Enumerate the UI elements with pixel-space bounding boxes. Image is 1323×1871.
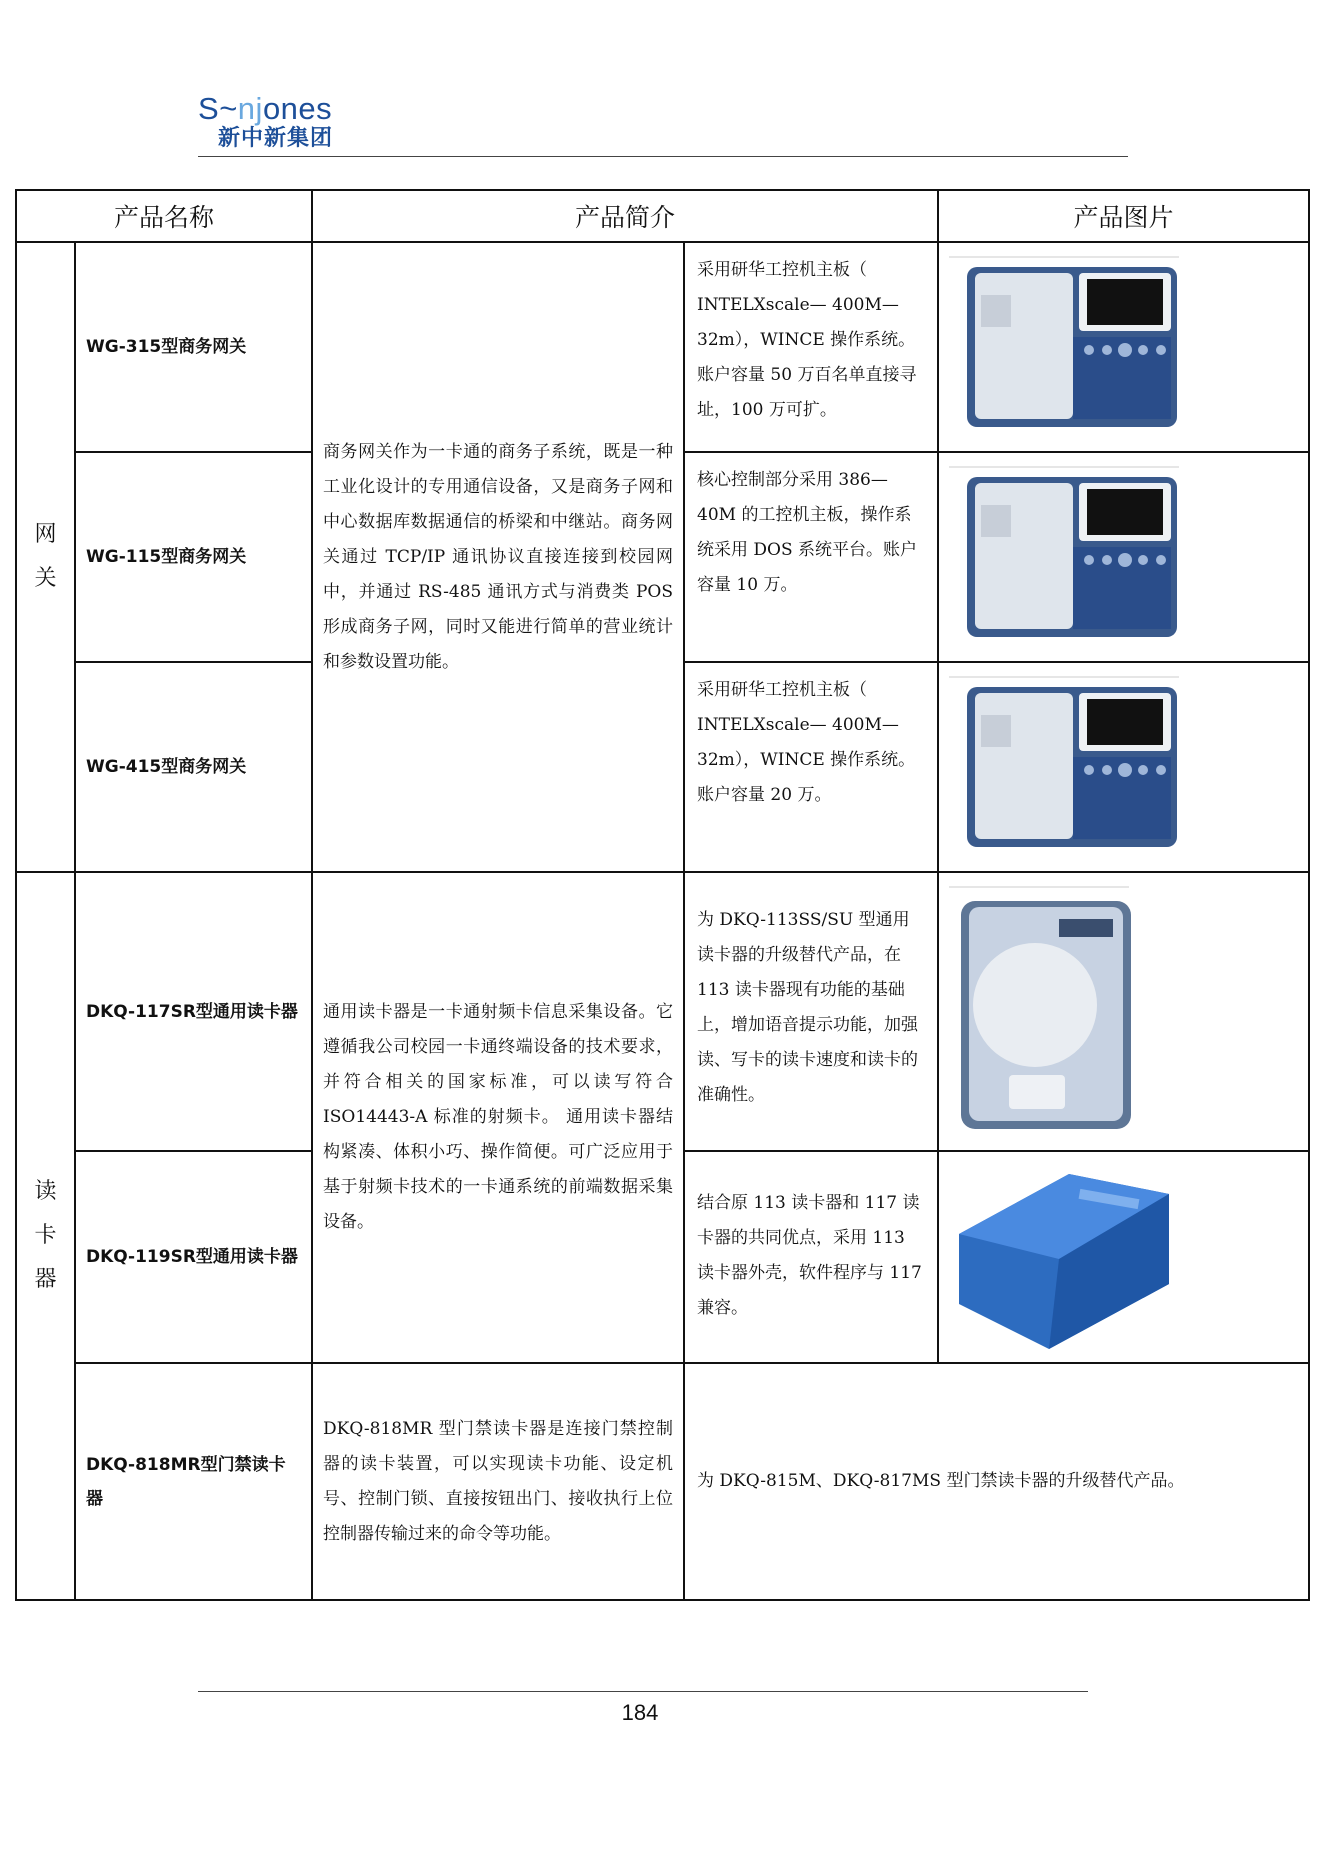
table-row — [16, 872, 1309, 1151]
product-image — [938, 662, 1309, 872]
gateway-device-icon — [949, 465, 1179, 645]
product-spec: 为 DKQ-815M、DKQ-817MS 型门禁读卡器的升级替代产品。 — [684, 1363, 1309, 1600]
group-description: 通用读卡器是一卡通射频卡信息采集设备。它遵循我公司校园一卡通终端设备的技术要求，并符合相关的国家标准，可以读写符合 ISO14443-A 标准的射频卡。 通用读卡器结构紧凑、体积小巧、操作简便。可广泛应用于基于射频卡技术的一卡通系统的前端数据采集设备。 — [312, 872, 684, 1363]
page-number: 184 — [621, 1700, 659, 1725]
product-name: WG-115型商务网关 — [75, 452, 312, 662]
product-spec: 结合原 113 读卡器和 117 读卡器的共同优点，采用 113 读卡器外壳，软件程序与 117 兼容。 — [684, 1151, 938, 1363]
category-card-reader: 读 卡 器 — [16, 872, 75, 1600]
product-spec: 为 DKQ-113SS/SU 型通用读卡器的升级替代产品，在 113 读卡器现有功能的基础上，增加语音提示功能，加强读、写卡的读卡速度和读卡的准确性。 — [684, 872, 938, 1151]
card-reader-flat-icon — [949, 1164, 1179, 1354]
gateway-device-icon — [949, 675, 1179, 855]
product-image — [938, 242, 1309, 452]
category-gateway: 网 关 — [16, 242, 75, 872]
table-row — [16, 1363, 1309, 1600]
gateway-device-icon — [949, 255, 1179, 435]
footer-divider — [198, 1691, 1088, 1692]
product-spec: 核心控制部分采用 386—40M 的工控机主板，操作系统采用 DOS 系统平台。账户容量 10 万。 — [684, 452, 938, 662]
product-image — [938, 872, 1309, 1151]
product-name: DKQ-117SR型通用读卡器 — [75, 872, 312, 1151]
logo-english: S~njones — [198, 91, 333, 126]
product-name: DKQ-119SR型通用读卡器 — [75, 1151, 312, 1363]
product-table — [15, 189, 1310, 1601]
product-spec: 采用研华工控机主板（ INTELXscale— 400M—32m），WINCE 操作系统。账户容量 50 万百名单直接寻址，100 万可扩。 — [684, 242, 938, 452]
product-name: DKQ-818MR型门禁读卡器 — [75, 1363, 312, 1600]
product-image — [938, 452, 1309, 662]
product-name: WG-415型商务网关 — [75, 662, 312, 872]
product-description: DKQ-818MR 型门禁读卡器是连接门禁控制器的读卡装置，可以实现读卡功能、设定机号、控制门锁、直接按钮出门、接收执行上位控制器传输过来的命令等功能。 — [312, 1363, 684, 1600]
product-name: WG-315型商务网关 — [75, 242, 312, 452]
header-product-intro: 产品简介 — [312, 190, 938, 242]
company-logo — [198, 92, 333, 152]
header-divider — [198, 156, 1128, 157]
product-image — [938, 1151, 1309, 1363]
header-product-name: 产品名称 — [16, 190, 312, 242]
table-header-row — [16, 190, 1309, 242]
logo-chinese: 新中新集团 — [218, 126, 334, 151]
card-reader-upright-icon — [949, 885, 1139, 1140]
group-description: 商务网关作为一卡通的商务子系统，既是一种工业化设计的专用通信设备，又是商务子网和中心数据库数据通信的桥梁和中继站。商务网关通过 TCP/IP 通讯协议直接连接到校园网中，并通过 RS-485 通讯方式与消费类 POS 形成商务子网，同时又能进行简单的营业统计和参数设置功能。 — [312, 242, 684, 872]
product-spec: 采用研华工控机主板（ INTELXscale— 400M—32m），WINCE 操作系统。账户容量 20 万。 — [684, 662, 938, 872]
table-row — [16, 242, 1309, 452]
header-product-image: 产品图片 — [938, 190, 1309, 242]
